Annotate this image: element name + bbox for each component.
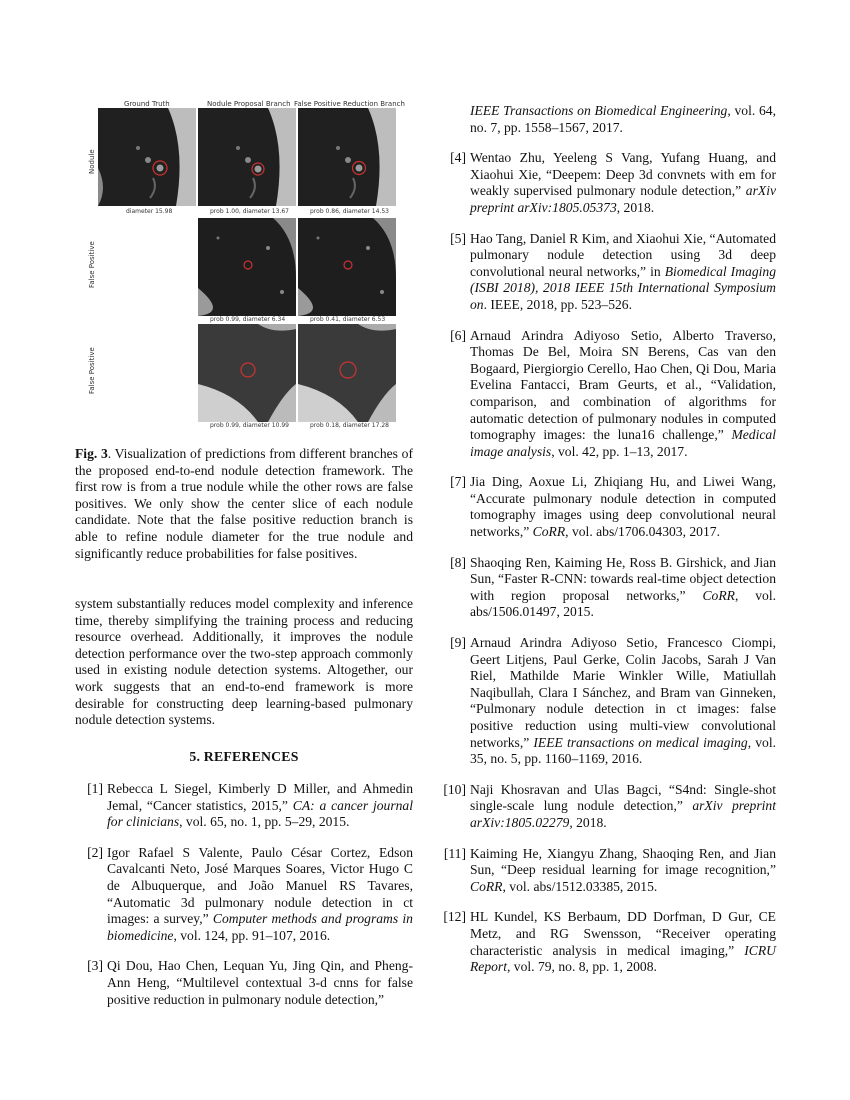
reference-number: [1] xyxy=(87,781,103,796)
reference-details: , vol. abs/1512.03385, 2015. xyxy=(502,878,658,894)
body-paragraph: system substantially reduces model complexity and inference time, thereby simplifying the training process and reducing resource overhead. Additionally, it improves the nodule detection performance over the two-step approach commonly used in existing nodule detection systems. Altogether, our work suggests that an end-to-end framework is more desirable for constructing deep learning-based pulmonary nodule detection systems. xyxy=(75,596,413,728)
reference-3-continuation xyxy=(438,103,776,136)
reference-1 xyxy=(75,781,413,831)
column-title-ground-truth: Ground Truth xyxy=(124,100,170,108)
reference-venue: CoRR xyxy=(702,587,735,603)
ct-panel-r3c3 xyxy=(298,324,396,422)
reference-text: Qi Dou, Hao Chen, Lequan Yu, Jing Qin, and Pheng-Ann Heng, “Multilevel contextual 3-d cnns for false positive reduction in pulmonary nodule detection,” xyxy=(107,958,413,1007)
reference-details: , 2018. xyxy=(569,814,607,830)
reference-venue: arXiv preprint arXiv:1805.02279 xyxy=(470,798,776,830)
reference-number: [8] xyxy=(450,554,466,570)
row-label-false-positive-2: False Positive xyxy=(88,347,96,394)
reference-details: . IEEE, 2018, pp. 523–526. xyxy=(483,296,632,312)
reference-number: [12] xyxy=(443,909,466,925)
reference-8 xyxy=(438,555,776,621)
ct-panel-r2c2 xyxy=(198,218,296,316)
reference-venue: CoRR xyxy=(470,878,503,894)
references-right-column xyxy=(438,103,776,990)
figure-caption xyxy=(75,446,413,562)
reference-text: Naji Khosravan and Ulas Bagci, “S4nd: Single-shot single-scale lung nodule detection,” xyxy=(470,781,776,814)
column-title-nodule-proposal: Nodule Proposal Branch xyxy=(207,100,291,108)
reference-number: [9] xyxy=(450,635,466,651)
references-left-column xyxy=(75,781,413,1022)
reference-text: Arnaud Arindra Adiyoso Setio, Francesco Ciompi, Geert Litjens, Paul Gerke, Colin Jacobs, Sarah J Van Riel, Mathilde Marie Winkler Wille, Matiullah Naqibullah, Clara I Sánchez, and Bram van Ginneken, “Pulmonary nodule detection in ct images: false positive reduction using multi-view convolutional networks,” xyxy=(470,635,776,750)
reference-text: Hao Tang, Daniel R Kim, and Xiaohui Xie, “Automated pulmonary nodule detection using 3d deep convolutional neural networks,” in xyxy=(470,230,776,279)
panel-caption-r1c3: prob 0.86, diameter 14.53 xyxy=(310,208,389,215)
panel-caption-r3c2: prob 0.99, diameter 10.99 xyxy=(210,422,289,429)
section-heading-references: 5. REFERENCES xyxy=(189,749,299,764)
reference-number: [5] xyxy=(450,230,466,246)
reference-text: Shaoqing Ren, Kaiming He, Ross B. Girshick, and Jian Sun, “Faster R-CNN: towards real-time object detection with region proposal networks,” xyxy=(470,554,776,603)
reference-11 xyxy=(438,846,776,896)
reference-venue: Medical image analysis xyxy=(470,427,776,459)
panel-caption-r2c2: prob 0.99, diameter 6.34 xyxy=(210,316,286,323)
reference-details: , vol. 42, pp. 1–13, 2017. xyxy=(551,443,688,459)
reference-venue: arXiv preprint arXiv:1805.05373 xyxy=(470,183,776,215)
reference-10 xyxy=(438,782,776,832)
row-label-nodule: Nodule xyxy=(88,149,96,174)
reference-number: [7] xyxy=(450,474,466,490)
reference-number: [10] xyxy=(443,781,466,797)
reference-text: Arnaud Arindra Adiyoso Setio, Alberto Traverso, Thomas De Bel, Moira SN Berens, Cas van den Bogaard, Piergiorgio Cerello, Hao Chen, Qi Dou, Maria Evelina Fantacci, Bram Geurts, et al., “Validation, comparison, and combination of algorithms for automatic detection of pulmonary nodules in computed tomography images: the luna16 challenge,” xyxy=(470,327,776,443)
reference-number: [6] xyxy=(450,327,466,343)
reference-venue: Computer methods and programs in biomedicine xyxy=(107,911,413,943)
reference-5 xyxy=(438,231,776,314)
reference-text: HL Kundel, KS Berbaum, DD Dorfman, D Gur, CE Metz, and RG Swensson, “Receiver operating characteristic analysis in medical imaging,” xyxy=(470,909,776,958)
figure-3 xyxy=(86,96,416,434)
panel-caption-r1c1: diameter 15.98 xyxy=(126,208,173,215)
reference-details: , vol. 35, no. 5, pp. 1160–1169, 2016. xyxy=(470,734,776,767)
ct-panel-r1c1 xyxy=(98,108,196,206)
reference-number: [4] xyxy=(450,150,466,166)
reference-12 xyxy=(438,909,776,975)
reference-2 xyxy=(75,845,413,945)
reference-details: , 2018. xyxy=(616,199,655,215)
column-title-fp-reduction: False Positive Reduction Branch xyxy=(294,100,405,108)
reference-text: Rebecca L Siegel, Kimberly D Miller, and Ahmedin Jemal, “Cancer statistics, 2015,” xyxy=(107,781,413,813)
reference-6 xyxy=(438,328,776,461)
row-label-false-positive-1: False Positive xyxy=(88,241,96,288)
reference-details: , vol. abs/1506.01497, 2015. xyxy=(470,587,776,620)
figure-caption-text: . Visualization of predictions from different branches of the proposed end-to-end nodule detection framework. The first row is from a true nodule while the other rows are false positives. We only show the center slice of each nodule candidate. Note that the false positive reduction branch is able to refine nodule diameter for the true nodule and significantly reduce probabilities for false positives. xyxy=(75,446,413,561)
reference-details: , vol. abs/1706.04303, 2017. xyxy=(565,524,720,540)
reference-9 xyxy=(438,635,776,768)
ct-panel-r2c3 xyxy=(298,218,396,316)
reference-venue: Biomedical Imaging (ISBI 2018), 2018 IEEE 15th International Symposium on xyxy=(470,263,776,312)
figure-caption-label: Fig. 3 xyxy=(75,446,108,461)
reference-details: , vol. 79, no. 8, pp. 1, 2008. xyxy=(507,959,657,975)
ct-panel-r1c3 xyxy=(298,108,396,206)
reference-details: , vol. 65, no. 1, pp. 5–29, 2015. xyxy=(179,814,350,830)
reference-text: Igor Rafael S Valente, Paulo César Cortez, Edson Cavalcanti Neto, José Marques Soares, Victor Hugo C de Albuquerque, and João Manuel RS Tavares, “Automatic 3d pulmonary nodule detection in ct images: a survey,” xyxy=(107,844,413,927)
ct-panel-r3c2 xyxy=(198,324,296,422)
panel-caption-r1c2: prob 1.00, diameter 13.67 xyxy=(210,208,289,215)
reference-venue: IEEE Transactions on Biomedical Engineering xyxy=(470,103,728,118)
reference-4 xyxy=(438,150,776,216)
reference-3 xyxy=(75,958,413,1008)
reference-number: [2] xyxy=(87,844,103,860)
reference-venue: ICRU Report xyxy=(470,942,776,975)
reference-7 xyxy=(438,474,776,540)
reference-venue: CA: a cancer journal for clinicians xyxy=(107,797,413,830)
reference-details: , vol. 124, pp. 91–107, 2016. xyxy=(173,927,331,943)
reference-text: Wentao Zhu, Yeeleng S Vang, Yufang Huang, and Xiaohui Xie, “Deepem: Deep 3d convnets with em for weakly supervised pulmonary nodule detection,” xyxy=(470,150,776,199)
panel-caption-r3c3: prob 0.18, diameter 17.28 xyxy=(310,422,389,429)
reference-number: [3] xyxy=(87,958,103,974)
reference-venue: CoRR xyxy=(532,524,566,540)
reference-details: , vol. 64, no. 7, pp. 1558–1567, 2017. xyxy=(470,103,776,135)
reference-venue: IEEE transactions on medical imaging xyxy=(533,734,748,750)
reference-text: Kaiming He, Xiangyu Zhang, Shaoqing Ren, and Jian Sun, “Deep residual learning for image recognition,” xyxy=(470,845,776,878)
reference-number: [11] xyxy=(443,845,466,861)
ct-panel-r1c2 xyxy=(198,108,296,206)
panel-caption-r2c3: prob 0.41, diameter 6.53 xyxy=(310,316,386,323)
reference-text: Jia Ding, Aoxue Li, Zhiqiang Hu, and Liwei Wang, “Accurate pulmonary nodule detection in computed tomography images using deep convolutional neural networks,” xyxy=(470,474,776,540)
